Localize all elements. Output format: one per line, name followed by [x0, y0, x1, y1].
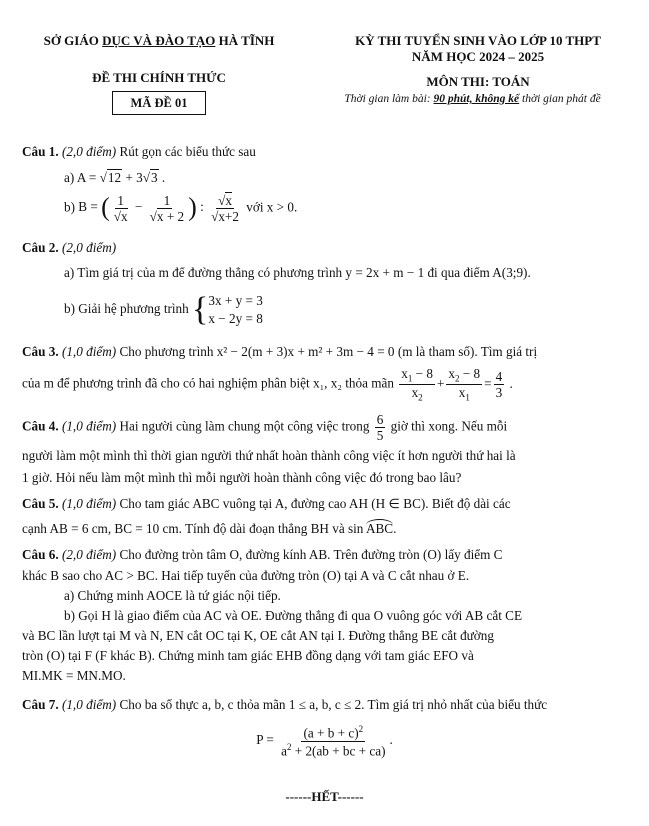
question-1: Câu 1. (2,0 điểm) Rút gọn các biểu thức sau	[22, 144, 256, 159]
question-4-line3: 1 giờ. Hỏi nếu làm một mình thì mỗi người hoàn thành công việc đó trong bao lâu?	[22, 470, 462, 485]
exam-code-box: MÃ ĐỀ 01	[112, 91, 206, 115]
exam-subject: MÔN THI: TOÁN	[426, 74, 530, 89]
question-2a: a) Tìm giá trị của m để đường thẳng có phương trình y = 2x + m − 1 đi qua điểm A(3;9).	[64, 265, 531, 280]
official-exam-label: ĐỀ THI CHÍNH THỨC	[92, 70, 226, 85]
end-marker: ------HẾT------	[285, 789, 364, 804]
exam-time: Thời gian làm bài: 90 phút, không kể thời gian phát đề	[344, 93, 601, 105]
department-name: SỞ GIÁO DỤC VÀ ĐÀO TẠO HÀ TĨNH	[43, 33, 275, 48]
question-2: Câu 2. (2,0 điểm)	[22, 240, 117, 255]
exam-title: KỲ THI TUYỂN SINH VÀO LỚP 10 THPT	[355, 33, 601, 48]
question-6-line2: khác B sao cho AC > BC. Hai tiếp tuyến của đường tròn (O) tại A và C cắt nhau ở E.	[22, 568, 470, 583]
question-2b: b) Giải hệ phương trình {3x + y = 3 x − 2y = 8	[64, 290, 263, 328]
question-6b: b) Gọi H là giao điểm của AC và OE. Đường thẳng đi qua O vuông góc với AB cắt CE	[64, 608, 523, 623]
question-6a: a) Chứng minh AOCE là tứ giác nội tiếp.	[64, 588, 281, 603]
question-7-expression: P = $\frac{(a + b + c)^2}{a^2 + 2(ab + bc + ca)}$ .	[256, 724, 393, 758]
question-3-condition: của m để phương trình đã cho có hai nghiệm phân biệt x₁, x₂ thỏa mãn $\frac{x_1 - 8}{x_2}$ + $\frac{x_2 - 8}{x_1}$ = $\frac{4}{3}$ .	[22, 366, 513, 403]
question-4-line2: người làm một mình thì thời gian người thứ nhất hoàn thành công việc ít hơn người thứ hai là	[22, 448, 516, 463]
school-year: NĂM HỌC 2024 – 2025	[411, 49, 545, 65]
question-4: Câu 4. (1,0 điểm) Hai người cùng làm chung một công việc trong $\frac{6}{5}$ giờ thì xong. Nếu mỗi	[22, 412, 508, 444]
question-5-line2: cạnh AB = 6 cm, BC = 10 cm. Tính độ dài đoạn thẳng BH và sin ABC.	[22, 521, 397, 536]
question-7: Câu 7. (1,0 điểm) Cho ba số thực a, b, c thỏa mãn 1 ≤ a, b, c ≤ 2. Tìm giá trị nhỏ nhất của biểu thức	[22, 697, 548, 712]
question-6: Câu 6. (2,0 điểm) Cho đường tròn tâm O, đường kính AB. Trên đường tròn (O) lấy điểm C	[22, 547, 503, 562]
question-1a: a) A = √12 + 3√3 .	[64, 170, 166, 185]
exam-title-block	[318, 33, 638, 66]
question-3: Câu 3. (1,0 điểm) Cho phương trình x² − 2(m + 3)x + m² + 3m − 4 = 0 (m là tham số). Tìm giá trị	[22, 344, 538, 359]
question-6b-line2: và BC lần lượt tại M và N, EN cắt OC tại K, OE cắt AN tại I. Đường thẳng BE cắt đường	[22, 628, 494, 643]
question-6b-line4: MI.MK = MN.MO.	[22, 668, 126, 683]
question-1b: b) B = ( $\frac{1}{√x}$ − $\frac{1}{√x + 2}$ ) : $\frac{√x}{√x+2}$ với x > 0.	[64, 192, 298, 224]
question-6b-line3: tròn (O) tại F (F khác B). Chứng minh tam giác EHB đồng dạng với tam giác EFO và	[22, 648, 474, 663]
question-5: Câu 5. (1,0 điểm) Cho tam giác ABC vuông tại A, đường cao AH (H ∈ BC). Biết độ dài các	[22, 496, 511, 511]
